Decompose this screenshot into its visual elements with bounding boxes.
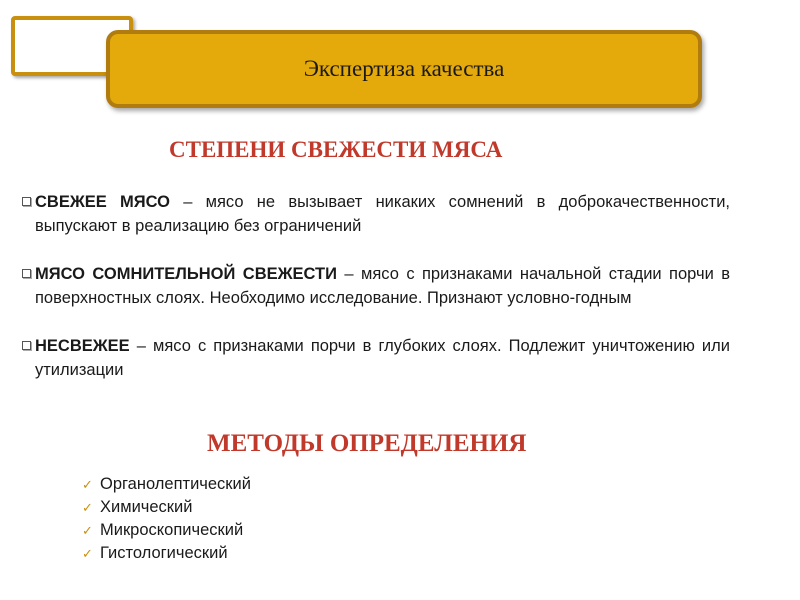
- square-bullet-icon: [22, 269, 31, 278]
- method-label: Гистологический: [100, 544, 228, 562]
- list-item: [82, 519, 251, 542]
- freshness-heading: СТЕПЕНИ СВЕЖЕСТИ МЯСА: [169, 137, 503, 162]
- freshness-list: [20, 190, 730, 382]
- list-item: [20, 334, 730, 382]
- list-item: [82, 542, 251, 565]
- method-label: Химический: [100, 498, 193, 516]
- term-label: НЕСВЕЖЕЕ: [35, 337, 130, 355]
- checkmark-icon: ✓: [82, 477, 93, 492]
- method-label: Органолептический: [100, 475, 251, 493]
- list-item: [82, 473, 251, 496]
- method-label: Микроскопический: [100, 521, 244, 539]
- checkmark-icon: ✓: [82, 523, 93, 538]
- square-bullet-icon: [22, 341, 31, 350]
- list-item: [82, 496, 251, 519]
- list-item: [20, 262, 730, 310]
- term-description: – мясо с признаками начальной стадии порчи в поверхностных слоях. Необходимо исследование. Признают условно-годным: [35, 265, 730, 307]
- checkmark-icon: ✓: [82, 546, 93, 561]
- checkmark-icon: ✓: [82, 500, 93, 515]
- header-banner: [106, 30, 702, 108]
- slide-title: Экспертиза качества: [303, 56, 505, 81]
- square-bullet-icon: [22, 197, 31, 206]
- term-label: МЯСО СОМНИТЕЛЬНОЙ СВЕЖЕСТИ: [35, 265, 337, 283]
- term-description: – мясо не вызывает никаких сомнений в доброкачественности, выпускают в реализацию без ограничений: [35, 193, 730, 235]
- term-label: СВЕЖЕЕ МЯСО: [35, 193, 170, 211]
- methods-list: [82, 473, 251, 565]
- term-description: – мясо с признаками порчи в глубоких слоях. Подлежит уничтожению или утилизации: [35, 337, 730, 379]
- list-item: [20, 190, 730, 238]
- methods-heading: МЕТОДЫ ОПРЕДЕЛЕНИЯ: [207, 430, 527, 457]
